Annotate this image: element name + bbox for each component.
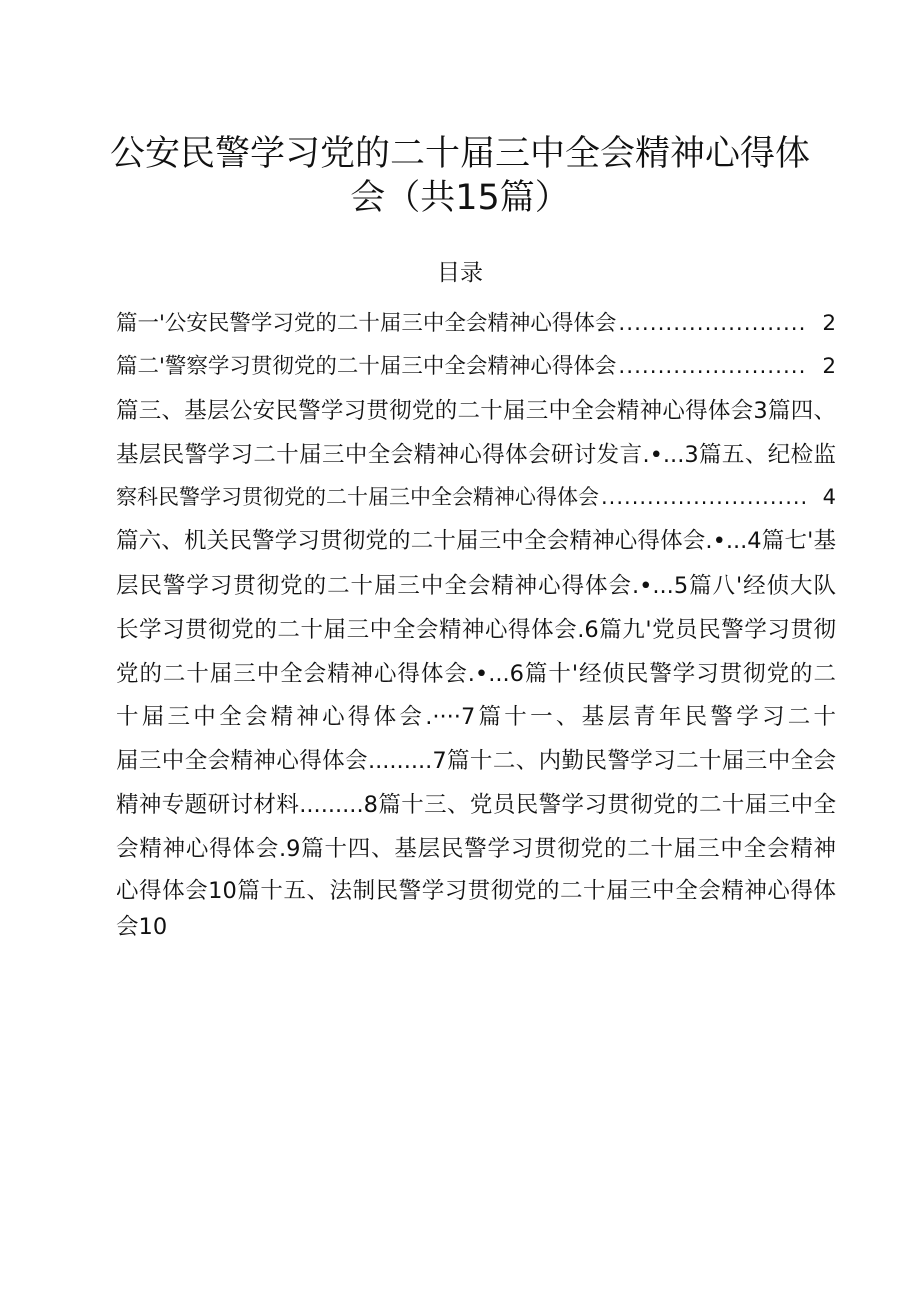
toc-entry[interactable] (116, 352, 836, 382)
toc-line[interactable]: 长学习贯彻党的二十届三中全会精神心得体会.6篇九'党员民警学习贯彻 (116, 617, 836, 643)
toc-line[interactable]: 精神专题研讨材料.........8篇十三、党员民警学习贯彻党的二十届三中全 (116, 792, 836, 818)
toc-entry[interactable] (116, 482, 836, 512)
toc-entry-text: 篇二'警察学习贯彻党的二十届三中全会精神心得体会 (116, 354, 617, 379)
toc-line[interactable]: 届三中全会精神心得体会.........7篇十二、内勤民警学习二十届三中全会 (116, 748, 836, 774)
document-title-line-1: 公安民警学习党的二十届三中全会精神心得体 (109, 134, 810, 174)
toc-entry-page: 4 (822, 485, 836, 509)
toc-line[interactable]: 篇三、基层公安民警学习贯彻党的二十届三中全会精神心得体会3篇四、 (116, 398, 836, 424)
toc-line[interactable]: 基层民警学习二十届三中全会精神心得体会研讨发言.•...3篇五、纪检监 (116, 442, 836, 468)
toc-heading: 目录 (437, 260, 483, 286)
toc-entry-text: 察科民警学习贯彻党的二十届三中全会精神心得体会 (116, 485, 599, 509)
toc-line[interactable]: 党的二十届三中全会精神心得体会.•...6篇十'经侦民警学习贯彻党的二 (116, 661, 836, 687)
toc-entry[interactable] (116, 309, 836, 339)
toc-line[interactable]: 十届三中全会精神心得体会.····7篇十一、基层青年民警学习二十 (116, 704, 836, 730)
toc-line[interactable]: 会精神心得体会.9篇十四、基层民警学习贯彻党的二十届三中全会精神 (116, 836, 836, 862)
document-title-line-2: 会（共15篇） (350, 178, 570, 218)
toc-line[interactable]: 层民警学习贯彻党的二十届三中全会精神心得体会.•...5篇八'经侦大队 (116, 573, 836, 599)
toc-line[interactable]: 篇六、机关民警学习贯彻党的二十届三中全会精神心得体会.•...4篇七'基 (116, 528, 836, 554)
toc-entry-text: 篇一'公安民警学习党的二十届三中全会精神心得体会 (116, 311, 617, 336)
toc-line[interactable]: 会10 (116, 914, 168, 940)
toc-line[interactable]: 心得体会10篇十五、法制民警学习贯彻党的二十届三中全会精神心得体 (116, 878, 836, 904)
toc-entry-leader: ........................... (601, 485, 809, 509)
toc-entry-leader: ........................ (618, 354, 807, 379)
toc-entry-page: 2 (822, 354, 836, 379)
toc-entry-leader: ........................ (618, 311, 807, 336)
toc-entry-page: 2 (822, 311, 836, 336)
